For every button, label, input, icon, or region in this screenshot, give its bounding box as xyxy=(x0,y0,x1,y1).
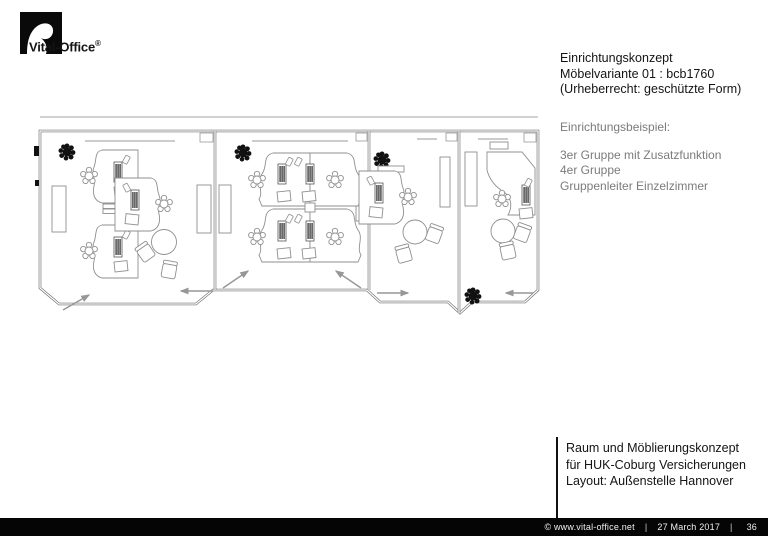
example-legend-title: Einrichtungsbeispiel: xyxy=(560,120,671,134)
footer-separator: | xyxy=(730,522,733,532)
cabinet xyxy=(465,152,477,206)
logo-wordmark xyxy=(29,39,101,54)
example-item-group4: 4er Gruppe xyxy=(560,163,621,177)
cabinet xyxy=(440,157,450,207)
vital-office-logo xyxy=(20,12,220,60)
project-line-concept: Raum und Möblierungskonzept xyxy=(566,441,740,455)
wall-marks xyxy=(34,146,39,186)
example-item-leader: Gruppenleiter Einzelzimmer xyxy=(560,178,709,193)
floor-plan xyxy=(30,100,550,320)
footer-page-number: 36 xyxy=(746,522,757,532)
concept-title: Einrichtungskonzept xyxy=(560,51,673,65)
concept-copyright-note: (Urheberrecht: geschützte Form) xyxy=(560,82,742,96)
meeting-table xyxy=(403,220,427,244)
meeting-table xyxy=(491,219,515,243)
project-block xyxy=(566,440,766,490)
logo-brand: Vital-Office xyxy=(29,39,95,55)
concept-header xyxy=(560,51,765,98)
project-line-client: für HUK-Coburg Versicherungen xyxy=(566,457,746,472)
meeting-table xyxy=(152,230,177,255)
example-legend xyxy=(560,120,765,194)
registered-mark: ® xyxy=(95,39,101,48)
project-line-layout: Layout: Außenstelle Hannover xyxy=(566,474,734,488)
project-block-rule xyxy=(556,437,558,518)
desk-shelf xyxy=(490,142,508,149)
footer-date: 27 March 2017 xyxy=(657,522,721,532)
visitor-chair xyxy=(161,260,178,279)
example-item-group3: 3er Gruppe mit Zusatzfunktion xyxy=(560,147,722,162)
footer-bar xyxy=(0,518,768,536)
footer-separator: | xyxy=(644,522,648,532)
concept-variant: Möbelvariante 01 : bcb1760 xyxy=(560,66,715,81)
footer-copyright: © www.vital-office.net xyxy=(544,522,635,532)
